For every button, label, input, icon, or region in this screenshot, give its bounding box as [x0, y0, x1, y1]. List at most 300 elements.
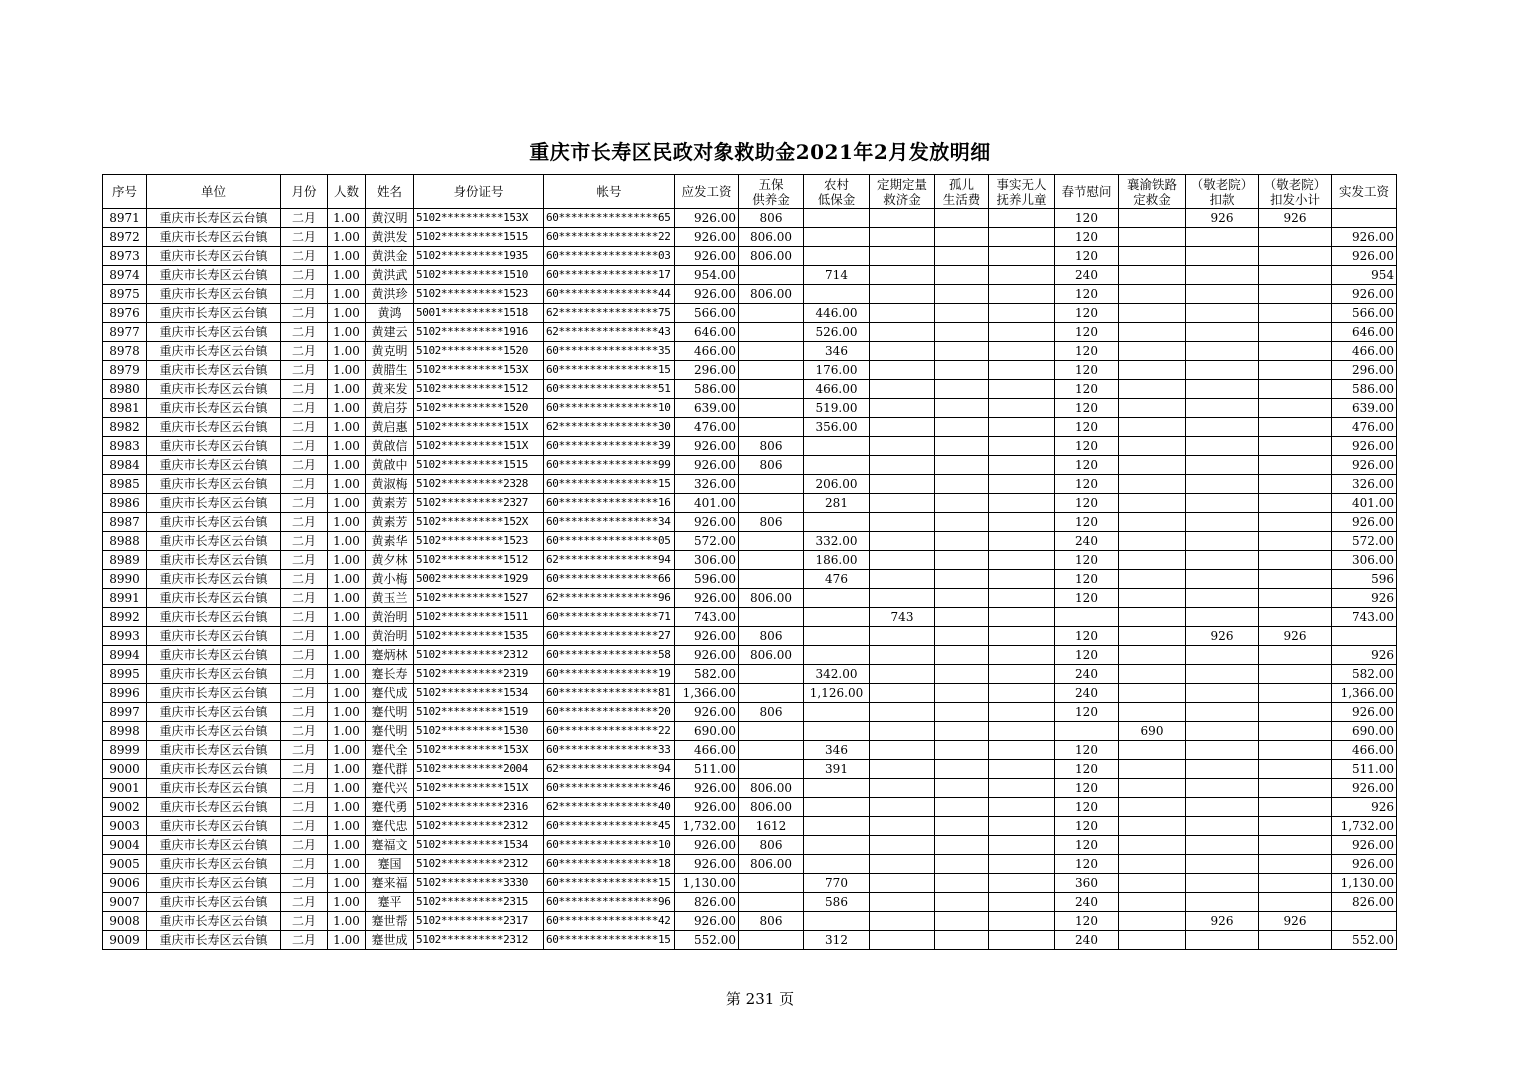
table-cell — [935, 741, 989, 760]
table-cell — [870, 380, 935, 399]
table-cell: 1.00 — [328, 532, 366, 551]
table-cell: 806.00 — [739, 798, 804, 817]
table-row — [103, 247, 1397, 266]
table-cell: 511.00 — [1332, 760, 1397, 779]
table-cell — [1259, 532, 1332, 551]
table-cell — [1119, 285, 1186, 304]
table-cell: 1.00 — [328, 361, 366, 380]
table-cell — [989, 855, 1055, 874]
column-header: 事实无人 抚养儿童 — [989, 175, 1055, 209]
table-cell — [1259, 608, 1332, 627]
table-cell: 二月 — [281, 741, 328, 760]
table-cell: 646.00 — [675, 323, 739, 342]
table-cell: 60****************96 — [544, 893, 675, 912]
table-cell: 206.00 — [804, 475, 870, 494]
table-cell — [989, 817, 1055, 836]
table-cell: 5102**********1510 — [414, 266, 544, 285]
table-cell: 120 — [1055, 304, 1119, 323]
table-cell — [1186, 836, 1259, 855]
table-cell — [935, 361, 989, 380]
table-cell: 黄建云 — [366, 323, 414, 342]
table-cell: 1,366.00 — [675, 684, 739, 703]
column-header: 襄渝铁路 定救金 — [1119, 175, 1186, 209]
table-cell — [1259, 798, 1332, 817]
table-cell — [739, 760, 804, 779]
table-cell — [804, 627, 870, 646]
table-cell: 9006 — [103, 874, 147, 893]
table-cell — [804, 456, 870, 475]
table-cell — [989, 551, 1055, 570]
table-cell — [739, 342, 804, 361]
table-cell: 120 — [1055, 437, 1119, 456]
table-cell: 806.00 — [739, 779, 804, 798]
table-row — [103, 266, 1397, 285]
table-cell: 476.00 — [1332, 418, 1397, 437]
table-cell — [989, 456, 1055, 475]
table-cell: 重庆市长寿区云台镇 — [147, 874, 281, 893]
table-cell: 120 — [1055, 760, 1119, 779]
table-cell: 蹇世成 — [366, 931, 414, 950]
table-cell — [870, 437, 935, 456]
table-cell: 62****************30 — [544, 418, 675, 437]
table-cell — [1186, 551, 1259, 570]
table-cell: 9007 — [103, 893, 147, 912]
table-cell — [935, 665, 989, 684]
table-cell: 572.00 — [675, 532, 739, 551]
column-header: （敬老院） 扣发小计 — [1259, 175, 1332, 209]
table-cell: 蹇代勇 — [366, 798, 414, 817]
table-cell: 黄启芬 — [366, 399, 414, 418]
table-cell: 120 — [1055, 285, 1119, 304]
table-cell — [1119, 874, 1186, 893]
table-row — [103, 893, 1397, 912]
table-cell — [870, 684, 935, 703]
table-cell — [989, 912, 1055, 931]
table-cell: 926 — [1186, 209, 1259, 228]
table-cell — [1259, 703, 1332, 722]
table-cell: 60****************99 — [544, 456, 675, 475]
table-cell: 黄治明 — [366, 608, 414, 627]
table-cell: 120 — [1055, 323, 1119, 342]
table-cell: 1,366.00 — [1332, 684, 1397, 703]
table-cell — [1259, 570, 1332, 589]
table-cell — [1186, 513, 1259, 532]
table-cell: 5102**********2312 — [414, 855, 544, 874]
table-cell — [935, 475, 989, 494]
table-cell — [1186, 741, 1259, 760]
table-cell: 120 — [1055, 741, 1119, 760]
table-row — [103, 741, 1397, 760]
table-cell — [935, 817, 989, 836]
table-cell: 240 — [1055, 684, 1119, 703]
table-cell — [870, 817, 935, 836]
table-cell — [739, 931, 804, 950]
table-cell: 蹇来福 — [366, 874, 414, 893]
table-row — [103, 589, 1397, 608]
table-cell: 926 — [1332, 589, 1397, 608]
table-cell: 蹇炳林 — [366, 646, 414, 665]
table-cell — [739, 494, 804, 513]
table-cell — [935, 285, 989, 304]
table-cell — [739, 304, 804, 323]
table-cell: 1.00 — [328, 646, 366, 665]
table-cell — [804, 779, 870, 798]
table-cell — [1119, 836, 1186, 855]
table-cell — [1119, 304, 1186, 323]
table-cell — [870, 456, 935, 475]
table-cell: 446.00 — [804, 304, 870, 323]
table-cell — [935, 570, 989, 589]
table-cell — [935, 703, 989, 722]
table-cell: 重庆市长寿区云台镇 — [147, 551, 281, 570]
table-cell: 639.00 — [1332, 399, 1397, 418]
table-cell — [1259, 551, 1332, 570]
column-header: 五保 供养金 — [739, 175, 804, 209]
table-cell: 黄素芳 — [366, 494, 414, 513]
table-row — [103, 456, 1397, 475]
table-cell — [739, 380, 804, 399]
table-cell — [1119, 209, 1186, 228]
table-cell — [1259, 665, 1332, 684]
column-header: 月份 — [281, 175, 328, 209]
table-row — [103, 532, 1397, 551]
table-cell: 8991 — [103, 589, 147, 608]
table-cell: 1.00 — [328, 836, 366, 855]
table-row — [103, 361, 1397, 380]
table-cell: 5102**********1515 — [414, 456, 544, 475]
table-cell: 60****************81 — [544, 684, 675, 703]
table-cell: 566.00 — [675, 304, 739, 323]
table-cell — [935, 874, 989, 893]
table-cell — [989, 779, 1055, 798]
table-cell — [935, 627, 989, 646]
table-cell — [1186, 608, 1259, 627]
table-cell: 重庆市长寿区云台镇 — [147, 665, 281, 684]
table-cell — [1186, 437, 1259, 456]
table-cell — [804, 437, 870, 456]
table-cell — [989, 475, 1055, 494]
table-cell: 926.00 — [1332, 228, 1397, 247]
table-cell: 蹇世帮 — [366, 912, 414, 931]
table-cell — [989, 418, 1055, 437]
table-cell — [1259, 741, 1332, 760]
table-cell: 926.00 — [1332, 703, 1397, 722]
table-cell — [989, 342, 1055, 361]
table-cell: 1.00 — [328, 570, 366, 589]
table-cell — [989, 532, 1055, 551]
table-cell — [1186, 228, 1259, 247]
table-cell: 8990 — [103, 570, 147, 589]
table-cell: 770 — [804, 874, 870, 893]
table-cell: 240 — [1055, 532, 1119, 551]
table-cell: 8982 — [103, 418, 147, 437]
table-cell — [870, 741, 935, 760]
table-cell: 586 — [804, 893, 870, 912]
column-header: 孤儿 生活费 — [935, 175, 989, 209]
table-cell — [1259, 817, 1332, 836]
table-cell — [1186, 760, 1259, 779]
table-cell: 5102**********1512 — [414, 380, 544, 399]
table-cell: 466.00 — [675, 741, 739, 760]
table-cell — [1186, 266, 1259, 285]
table-cell: 1.00 — [328, 380, 366, 399]
table-cell — [804, 209, 870, 228]
table-cell: 60****************46 — [544, 779, 675, 798]
table-cell: 5001**********1518 — [414, 304, 544, 323]
table-cell — [1259, 418, 1332, 437]
table-cell — [935, 893, 989, 912]
table-cell — [1119, 551, 1186, 570]
table-header-row — [103, 175, 1397, 209]
table-cell: 黄腊生 — [366, 361, 414, 380]
table-cell — [989, 684, 1055, 703]
table-cell: 5102**********2316 — [414, 798, 544, 817]
table-cell: 8976 — [103, 304, 147, 323]
table-cell: 596.00 — [675, 570, 739, 589]
table-cell: 二月 — [281, 855, 328, 874]
table-cell: 二月 — [281, 798, 328, 817]
table-cell: 926 — [1186, 627, 1259, 646]
table-cell: 326.00 — [675, 475, 739, 494]
table-cell — [870, 589, 935, 608]
table-cell — [1186, 703, 1259, 722]
table-cell — [739, 266, 804, 285]
table-cell: 60****************15 — [544, 475, 675, 494]
document-title: 重庆市长寿区民政对象救助金2021年2月发放明细 — [529, 140, 991, 164]
table-cell: 120 — [1055, 570, 1119, 589]
table-cell — [935, 247, 989, 266]
table-cell: 690.00 — [1332, 722, 1397, 741]
table-row — [103, 836, 1397, 855]
table-cell: 926 — [1186, 912, 1259, 931]
table-cell — [989, 304, 1055, 323]
table-cell: 重庆市长寿区云台镇 — [147, 855, 281, 874]
table-cell: 5102**********2319 — [414, 665, 544, 684]
table-row — [103, 646, 1397, 665]
table-cell: 120 — [1055, 399, 1119, 418]
table-cell — [1119, 418, 1186, 437]
table-cell — [804, 912, 870, 931]
table-cell: 60****************66 — [544, 570, 675, 589]
table-row — [103, 494, 1397, 513]
table-row — [103, 342, 1397, 361]
table-cell — [1119, 817, 1186, 836]
table-cell: 60****************18 — [544, 855, 675, 874]
table-cell — [989, 893, 1055, 912]
table-cell: 8980 — [103, 380, 147, 399]
table-cell — [804, 228, 870, 247]
table-cell — [739, 532, 804, 551]
table-cell: 二月 — [281, 703, 328, 722]
table-cell — [935, 912, 989, 931]
table-cell — [804, 285, 870, 304]
table-cell: 黄淑梅 — [366, 475, 414, 494]
table-cell: 8971 — [103, 209, 147, 228]
table-cell: 9003 — [103, 817, 147, 836]
table-cell: 1.00 — [328, 209, 366, 228]
table-cell: 60****************20 — [544, 703, 675, 722]
table-cell — [1119, 931, 1186, 950]
table-cell: 5102**********2327 — [414, 494, 544, 513]
table-cell — [739, 418, 804, 437]
table-cell: 714 — [804, 266, 870, 285]
table-cell: 60****************15 — [544, 874, 675, 893]
table-cell: 二月 — [281, 779, 328, 798]
table-row — [103, 855, 1397, 874]
table-cell: 926.00 — [675, 836, 739, 855]
table-cell — [1119, 665, 1186, 684]
table-cell: 5102**********2315 — [414, 893, 544, 912]
table-cell — [739, 874, 804, 893]
table-cell: 5002**********1929 — [414, 570, 544, 589]
table-cell — [1259, 874, 1332, 893]
table-cell: 8975 — [103, 285, 147, 304]
table-cell — [1259, 361, 1332, 380]
table-cell: 120 — [1055, 494, 1119, 513]
table-cell — [935, 931, 989, 950]
table-cell — [870, 627, 935, 646]
table-cell: 蹇平 — [366, 893, 414, 912]
table-cell: 8996 — [103, 684, 147, 703]
table-cell — [870, 931, 935, 950]
table-cell — [935, 532, 989, 551]
table-cell: 1.00 — [328, 418, 366, 437]
table-cell: 二月 — [281, 418, 328, 437]
table-cell: 二月 — [281, 323, 328, 342]
table-cell: 281 — [804, 494, 870, 513]
table-cell: 二月 — [281, 760, 328, 779]
table-cell: 重庆市长寿区云台镇 — [147, 532, 281, 551]
table-cell — [1055, 608, 1119, 627]
table-cell: 401.00 — [1332, 494, 1397, 513]
table-cell — [1186, 475, 1259, 494]
table-cell — [870, 855, 935, 874]
table-cell: 重庆市长寿区云台镇 — [147, 437, 281, 456]
table-cell — [804, 855, 870, 874]
table-cell — [1119, 399, 1186, 418]
table-cell — [870, 513, 935, 532]
table-cell — [935, 779, 989, 798]
table-cell — [1119, 437, 1186, 456]
table-cell: 蹇代兴 — [366, 779, 414, 798]
table-cell: 806.00 — [739, 247, 804, 266]
table-cell: 60****************16 — [544, 494, 675, 513]
table-cell — [989, 513, 1055, 532]
table-cell — [870, 342, 935, 361]
table-cell: 120 — [1055, 551, 1119, 570]
table-cell: 5102**********2312 — [414, 817, 544, 836]
table-cell: 蹇代明 — [366, 722, 414, 741]
table-cell — [1259, 589, 1332, 608]
table-cell — [739, 722, 804, 741]
table-cell: 1.00 — [328, 893, 366, 912]
table-cell — [1332, 912, 1397, 931]
column-header: 农村 低保金 — [804, 175, 870, 209]
table-cell: 重庆市长寿区云台镇 — [147, 494, 281, 513]
table-cell: 926.00 — [1332, 247, 1397, 266]
table-cell — [935, 342, 989, 361]
table-cell: 黄小梅 — [366, 570, 414, 589]
table-cell — [870, 760, 935, 779]
table-cell — [1119, 798, 1186, 817]
table-row — [103, 703, 1397, 722]
table-cell — [989, 874, 1055, 893]
table-cell: 二月 — [281, 228, 328, 247]
table-cell: 黄洪武 — [366, 266, 414, 285]
table-cell: 926.00 — [675, 703, 739, 722]
table-cell: 蹇国 — [366, 855, 414, 874]
table-cell: 重庆市长寿区云台镇 — [147, 418, 281, 437]
table-cell — [1119, 703, 1186, 722]
table-cell — [1259, 494, 1332, 513]
table-row — [103, 779, 1397, 798]
table-cell: 二月 — [281, 646, 328, 665]
table-cell: 120 — [1055, 475, 1119, 494]
table-cell: 5102**********1916 — [414, 323, 544, 342]
table-cell — [870, 209, 935, 228]
table-cell: 582.00 — [1332, 665, 1397, 684]
table-cell: 二月 — [281, 247, 328, 266]
table-cell: 926.00 — [675, 779, 739, 798]
table-cell: 296.00 — [1332, 361, 1397, 380]
table-cell — [989, 361, 1055, 380]
table-cell: 5102**********2317 — [414, 912, 544, 931]
table-cell: 二月 — [281, 912, 328, 931]
table-cell: 1.00 — [328, 931, 366, 950]
table-cell: 806 — [739, 836, 804, 855]
table-cell: 466.00 — [804, 380, 870, 399]
table-cell: 蹇长寿 — [366, 665, 414, 684]
table-cell: 8994 — [103, 646, 147, 665]
table-row — [103, 513, 1397, 532]
table-cell: 重庆市长寿区云台镇 — [147, 266, 281, 285]
table-cell: 806 — [739, 912, 804, 931]
table-cell: 重庆市长寿区云台镇 — [147, 209, 281, 228]
table-cell — [989, 437, 1055, 456]
table-cell — [935, 760, 989, 779]
table-cell: 60****************58 — [544, 646, 675, 665]
table-cell — [1186, 285, 1259, 304]
table-cell: 5102**********151X — [414, 437, 544, 456]
table-cell — [1332, 209, 1397, 228]
table-cell — [1259, 760, 1332, 779]
table-cell — [1186, 361, 1259, 380]
table-cell — [804, 589, 870, 608]
table-cell: 926.00 — [675, 912, 739, 931]
table-cell: 1.00 — [328, 589, 366, 608]
table-cell — [804, 513, 870, 532]
table-cell — [1259, 342, 1332, 361]
table-cell: 1.00 — [328, 323, 366, 342]
table-cell — [989, 931, 1055, 950]
table-cell — [1186, 779, 1259, 798]
table-cell: 二月 — [281, 570, 328, 589]
table-cell: 1.00 — [328, 304, 366, 323]
table-cell — [1119, 684, 1186, 703]
column-header: 姓名 — [366, 175, 414, 209]
table-cell: 60****************51 — [544, 380, 675, 399]
table-cell: 120 — [1055, 513, 1119, 532]
table-cell: 60****************34 — [544, 513, 675, 532]
table-cell: 586.00 — [675, 380, 739, 399]
table-cell: 二月 — [281, 475, 328, 494]
table-cell: 120 — [1055, 418, 1119, 437]
table-cell: 8981 — [103, 399, 147, 418]
table-cell: 1.00 — [328, 798, 366, 817]
table-cell: 60****************10 — [544, 399, 675, 418]
table-cell — [804, 798, 870, 817]
table-cell — [1119, 741, 1186, 760]
